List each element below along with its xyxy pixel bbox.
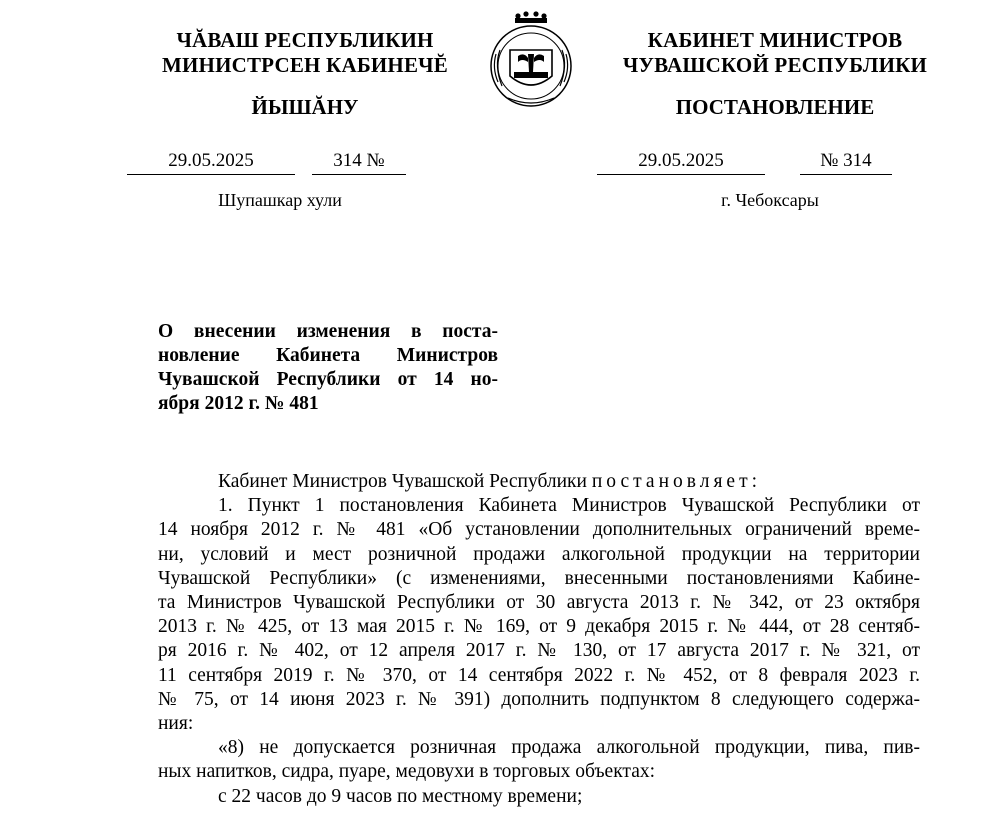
paragraph-2 bbox=[158, 736, 920, 784]
body-line: ни, условий и мест розничной продажи алкогольной продукции на территории bbox=[158, 543, 920, 565]
header-left bbox=[140, 28, 470, 78]
intro-prefix: Кабинет Министров Чувашской Республики bbox=[218, 471, 587, 492]
title-line: ября 2012 г. № 481 bbox=[158, 393, 319, 414]
number-left: 314 № bbox=[312, 150, 406, 175]
body-line: 14 ноября 2012 г. № 481 «Об установлении дополнительных ограничений време- bbox=[158, 519, 920, 541]
document-body bbox=[158, 470, 920, 809]
date-right: 29.05.2025 bbox=[597, 150, 765, 175]
body-line: 2013 г. № 425, от 13 мая 2015 г. № 169, от 9 декабря 2015 г. № 444, от 28 сентяб- bbox=[158, 616, 920, 638]
intro-verb: постановляет: bbox=[591, 471, 762, 492]
document-title bbox=[158, 320, 498, 416]
doc-type-right: ПОСТАНОВЛЕНИЕ bbox=[675, 95, 875, 119]
body-line: 11 сентября 2019 г. № 370, от 14 сентября 2022 г. № 452, от 8 февраля 2023 г. bbox=[158, 664, 920, 686]
header-left-line1: ЧĂВАШ РЕСПУБЛИКИН bbox=[176, 28, 434, 52]
doc-type-left: ЙЫШĂНУ bbox=[251, 95, 359, 119]
place-left: Шупашкар хули bbox=[218, 190, 342, 210]
body-line: ря 2016 г. № 402, от 12 апреля 2017 г. № 130, от 17 августа 2017 г. № 321, от bbox=[158, 640, 920, 662]
body-line: ния: bbox=[158, 713, 194, 735]
body-line: «8) не допускается розничная продажа алкогольной продукции, пива, пив- bbox=[218, 737, 920, 759]
coat-of-arms-emblem bbox=[478, 6, 584, 112]
body-line: та Министров Чувашской Республики от 30 августа 2013 г. № 342, от 23 октября bbox=[158, 592, 920, 614]
body-line: Чувашской Республики» (с изменениями, внесенными постановлениями Кабине- bbox=[158, 567, 920, 589]
intro-paragraph bbox=[158, 470, 920, 494]
title-line: новление Кабинета Министров bbox=[158, 345, 498, 366]
header-left-line2: МИНИСТРСЕН КАБИНЕЧĔ bbox=[161, 53, 448, 77]
paragraph-3 bbox=[158, 785, 920, 809]
number-right: № 314 bbox=[800, 150, 892, 175]
body-line: ных напитков, сидра, пуаре, медовухи в торговых объектах: bbox=[158, 761, 656, 783]
body-line: 1. Пункт 1 постановления Кабинета Министров Чувашской Республики от bbox=[218, 495, 920, 517]
header-right-line1: КАБИНЕТ МИНИСТРОВ bbox=[647, 28, 903, 52]
date-left: 29.05.2025 bbox=[127, 150, 295, 175]
header-right bbox=[600, 28, 950, 78]
header-right-line2: ЧУВАШСКОЙ РЕСПУБЛИКИ bbox=[622, 53, 928, 77]
body-line: с 22 часов до 9 часов по местному времени; bbox=[218, 785, 583, 807]
title-line: О внесении изменения в поста- bbox=[158, 321, 498, 342]
title-line: Чувашской Республики от 14 но- bbox=[158, 369, 498, 390]
place-right: г. Чебоксары bbox=[721, 190, 819, 210]
paragraph-1 bbox=[158, 494, 920, 736]
body-line: № 75, от 14 июня 2023 г. № 391) дополнить подпунктом 8 следующего содержа- bbox=[158, 688, 920, 710]
